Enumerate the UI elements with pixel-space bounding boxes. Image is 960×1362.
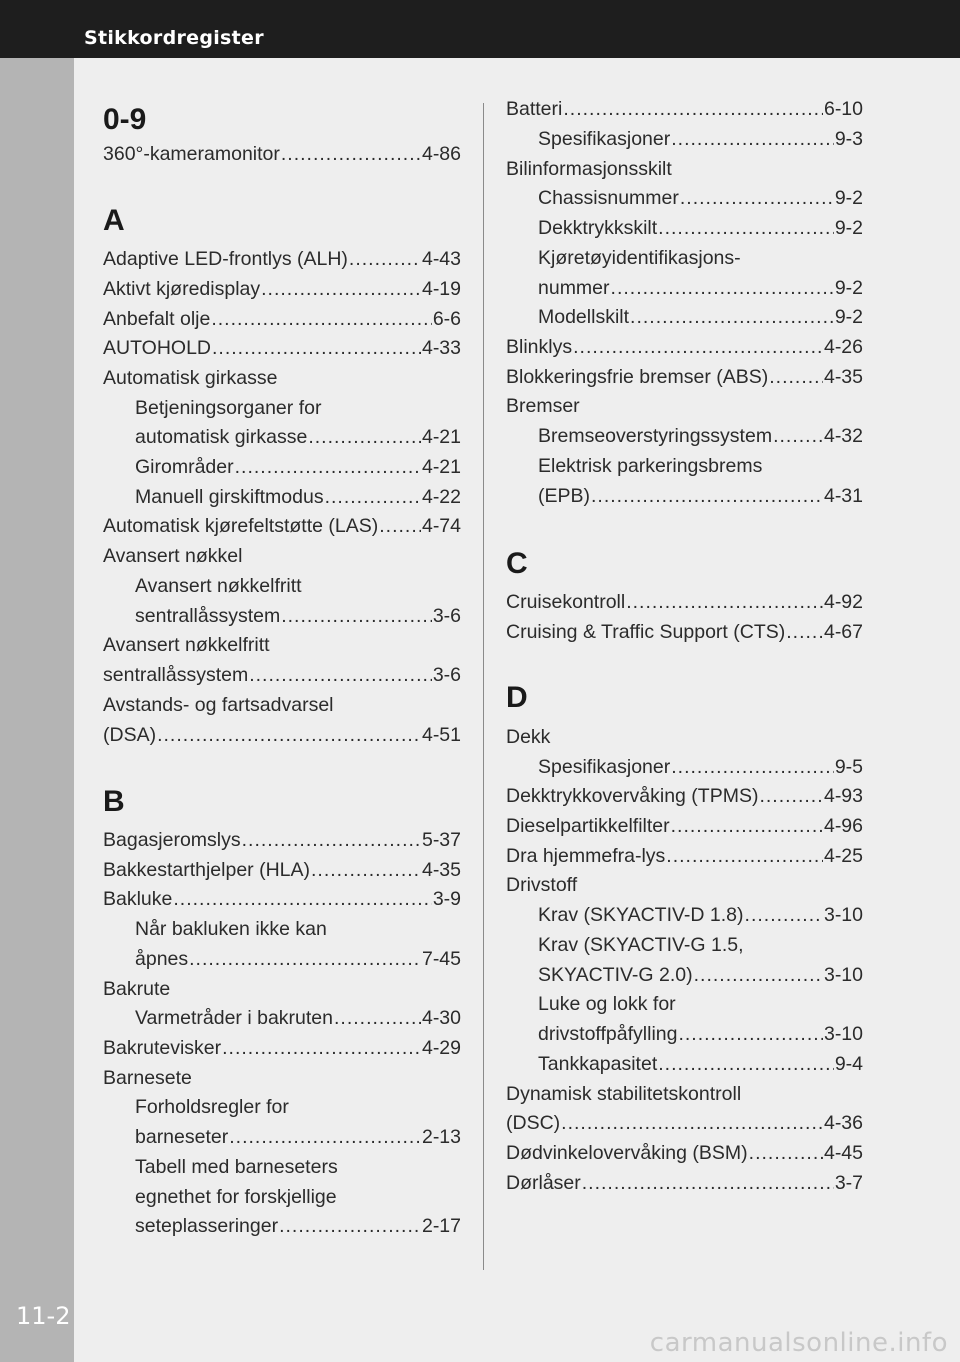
index-entry (506, 617, 863, 647)
index-entry-text: (DSC) (506, 1112, 561, 1134)
index-entry (103, 660, 461, 690)
index-entry (506, 362, 863, 392)
dot-leader (211, 304, 431, 334)
index-heading: Bakrute (103, 978, 171, 1000)
index-entry (103, 1033, 461, 1063)
dot-leader (189, 944, 421, 974)
index-heading: Når bakluken ikke kan (135, 918, 327, 940)
index-entry-page: 4-96 (823, 815, 863, 837)
index-entry-page: 3-10 (823, 1023, 863, 1045)
index-entry (103, 884, 461, 914)
watermark: carmanualsonline.info (649, 1328, 948, 1358)
index-entry-page: 3-10 (823, 904, 863, 926)
index-heading: Drivstoff (506, 874, 578, 896)
index-entry-page: 9-3 (834, 128, 863, 150)
index-heading: Bilinformasjonsskilt (506, 158, 672, 180)
index-entry-page: 6-6 (432, 308, 461, 330)
index-entry (538, 900, 863, 930)
index-entry (135, 601, 461, 631)
index-entry-page: 6-10 (823, 98, 863, 120)
index-entry (506, 1138, 863, 1168)
index-entry (538, 1049, 863, 1079)
index-heading: Luke og lokk for (538, 993, 676, 1015)
dot-leader (334, 1003, 421, 1033)
index-entry-page: 4-35 (823, 366, 863, 388)
index-entry (506, 781, 863, 811)
index-heading: Bremser (506, 395, 580, 417)
index-entry-page: 9-5 (834, 756, 863, 778)
index-entry-page: 4-92 (823, 591, 863, 613)
index-entry-text: sentrallåssystem (135, 605, 281, 627)
index-heading: egnethet for forskjellige (135, 1186, 337, 1208)
index-entry (135, 482, 461, 512)
index-entry (538, 213, 863, 243)
index-heading: Barnesete (103, 1067, 192, 1089)
index-entry (538, 273, 863, 303)
index-entry-page: 4-32 (823, 425, 863, 447)
dot-leader (561, 1108, 823, 1138)
index-entry-page: 4-35 (421, 859, 461, 881)
index-entry-page: 2-17 (421, 1215, 461, 1237)
index-section-letter: D (506, 681, 528, 714)
index-entry (506, 811, 863, 841)
index-entry-text: Krav (SKYACTIV-D 1.8) (538, 904, 744, 926)
index-entry-text: Manuell girskiftmodus (135, 486, 324, 508)
index-entry-page: 4-67 (823, 621, 863, 643)
index-entry (103, 274, 461, 304)
index-entry-page: 4-22 (421, 486, 461, 508)
dot-leader (563, 94, 823, 124)
dot-leader (773, 421, 823, 451)
index-entry-page: 3-10 (823, 964, 863, 986)
index-heading: Dynamisk stabilitetskontroll (506, 1083, 742, 1105)
index-entry-page: 4-86 (421, 143, 461, 165)
dot-leader (666, 841, 823, 871)
index-entry-text: AUTOHOLD (103, 337, 211, 359)
index-entry-text: sentrallåssystem (103, 664, 249, 686)
index-entry-text: Bakluke (103, 888, 173, 910)
index-entry-page: 4-29 (421, 1037, 461, 1059)
index-entry-page: 3-6 (432, 664, 461, 686)
index-entry (506, 587, 863, 617)
index-entry (538, 1019, 863, 1049)
index-entry (506, 1108, 863, 1138)
index-entry-page: 4-74 (421, 515, 461, 537)
dot-leader (671, 752, 834, 782)
dot-leader (759, 781, 823, 811)
index-entry (538, 752, 863, 782)
index-entry (538, 124, 863, 154)
index-entry-text: 360°-kameramonitor (103, 143, 280, 165)
index-entry (135, 452, 461, 482)
index-heading: Elektrisk parkeringsbrems (538, 455, 763, 477)
index-entry-page: 3-7 (834, 1172, 863, 1194)
dot-leader (325, 482, 421, 512)
index-section-letter: A (103, 204, 125, 237)
index-entry-text: Anbefalt olje (103, 308, 211, 330)
index-entry-text: Tankkapasitet (538, 1053, 658, 1075)
index-heading: Automatisk girkasse (103, 367, 278, 389)
index-entry (538, 481, 863, 511)
index-entry-page: 4-25 (823, 845, 863, 867)
index-entry-page: 9-2 (834, 306, 863, 328)
index-entry-text: åpnes (135, 948, 189, 970)
index-heading: Betjeningsorganer for (135, 397, 322, 419)
index-entry-page: 4-36 (823, 1112, 863, 1134)
index-entry (103, 855, 461, 885)
page-number: 11-2 (16, 1302, 71, 1330)
index-entry-text: Modellskilt (538, 306, 630, 328)
index-entry-text: Girområder (135, 456, 234, 478)
index-entry-text: Dørlåser (506, 1172, 581, 1194)
index-section-letter: 0-9 (103, 103, 147, 136)
index-entry-page: 4-26 (823, 336, 863, 358)
dot-leader (173, 884, 431, 914)
index-entry-text: Batteri (506, 98, 563, 120)
index-entry (538, 960, 863, 990)
index-entry-text: Varmetråder i bakruten (135, 1007, 333, 1029)
index-entry (103, 333, 461, 363)
dot-leader (582, 1168, 834, 1198)
index-entry-text: Dieselpartikkelfilter (506, 815, 670, 837)
index-entry-text: Bagasjeromslys (103, 829, 241, 851)
index-entry (135, 1003, 461, 1033)
dot-leader (349, 244, 421, 274)
index-entry-page: 4-19 (421, 278, 461, 300)
index-entry-page: 4-33 (421, 337, 461, 359)
dot-leader (308, 422, 421, 452)
index-entry (538, 302, 863, 332)
dot-leader (671, 124, 834, 154)
index-entry-text: Cruising & Traffic Support (CTS) (506, 621, 786, 643)
index-entry (538, 183, 863, 213)
dot-leader (311, 855, 421, 885)
index-heading: Avansert nøkkelfritt (135, 575, 302, 597)
dot-leader (769, 362, 823, 392)
index-entry-text: (EPB) (538, 485, 591, 507)
page-title: Stikkordregister (84, 27, 264, 49)
dot-leader (671, 811, 823, 841)
dot-leader (611, 273, 834, 303)
dot-leader (235, 452, 421, 482)
index-entry-page: 9-2 (834, 277, 863, 299)
index-entry-text: automatisk girkasse (135, 426, 308, 448)
index-entry (506, 1168, 863, 1198)
index-entry (506, 841, 863, 871)
index-entry-page: 2-13 (421, 1126, 461, 1148)
index-entry-page: 3-6 (432, 605, 461, 627)
index-heading: Avansert nøkkelfritt (103, 634, 270, 656)
dot-leader (658, 1049, 834, 1079)
dot-leader (678, 1019, 823, 1049)
index-entry-page: 4-51 (421, 724, 461, 746)
index-entry-page: 5-37 (421, 829, 461, 851)
column-divider (483, 103, 484, 1270)
index-entry-page: 4-45 (823, 1142, 863, 1164)
index-entry (103, 825, 461, 855)
chapter-sidebar (0, 58, 74, 1362)
dot-leader (222, 1033, 421, 1063)
index-entry-text: Spesifikasjoner (538, 756, 671, 778)
index-heading: Tabell med barneseters (135, 1156, 338, 1178)
index-entry-page: 4-43 (421, 248, 461, 270)
index-heading: Avstands- og fartsadvarsel (103, 694, 334, 716)
dot-leader (573, 332, 823, 362)
index-entry (135, 422, 461, 452)
index-entry-page: 4-21 (421, 456, 461, 478)
index-entry-text: Dekktrykkskilt (538, 217, 658, 239)
index-entry-text: (DSA) (103, 724, 157, 746)
dot-leader (281, 601, 432, 631)
index-section-letter: C (506, 547, 528, 580)
dot-leader (379, 511, 421, 541)
index-entry-page: 7-45 (421, 948, 461, 970)
index-entry (103, 304, 461, 334)
index-entry-text: Bremseoverstyringssystem (538, 425, 773, 447)
index-heading: Forholdsregler for (135, 1096, 289, 1118)
index-entry-text: barneseter (135, 1126, 229, 1148)
dot-leader (249, 660, 432, 690)
index-heading: Dekk (506, 726, 551, 748)
index-entry (506, 94, 863, 124)
dot-leader (591, 481, 823, 511)
index-entry-text: drivstoffpåfylling (538, 1023, 678, 1045)
dot-leader (680, 183, 834, 213)
dot-leader (745, 900, 823, 930)
header-bar (0, 0, 960, 58)
index-entry-page: 9-4 (834, 1053, 863, 1075)
index-entry (103, 139, 461, 169)
index-entry-text: SKYACTIV-G 2.0) (538, 964, 693, 986)
dot-leader (242, 825, 421, 855)
index-entry-page: 4-21 (421, 426, 461, 448)
index-entry-text: seteplasseringer (135, 1215, 279, 1237)
index-entry (538, 421, 863, 451)
dot-leader (786, 617, 823, 647)
index-entry-text: Blinklys (506, 336, 573, 358)
index-entry (135, 1122, 461, 1152)
index-entry (135, 1211, 461, 1241)
index-entry-page: 9-2 (834, 187, 863, 209)
index-entry-text: nummer (538, 277, 610, 299)
index-entry-page: 4-93 (823, 785, 863, 807)
index-entry (103, 720, 461, 750)
index-entry-text: Cruisekontroll (506, 591, 626, 613)
index-heading: Avansert nøkkel (103, 545, 243, 567)
dot-leader (749, 1138, 823, 1168)
index-entry-page: 4-31 (823, 485, 863, 507)
index-heading: Krav (SKYACTIV-G 1.5, (538, 934, 744, 956)
dot-leader (626, 587, 823, 617)
dot-leader (229, 1122, 421, 1152)
dot-leader (630, 302, 834, 332)
index-entry-text: Dra hjemmefra-lys (506, 845, 666, 867)
dot-leader (694, 960, 823, 990)
index-heading: Kjøretøyidentifikasjons- (538, 247, 741, 269)
index-entry-text: Blokkeringsfrie bremser (ABS) (506, 366, 769, 388)
index-entry-text: Dekktrykkovervåking (TPMS) (506, 785, 759, 807)
index-entry-page: 9-2 (834, 217, 863, 239)
dot-leader (658, 213, 834, 243)
index-entry (135, 944, 461, 974)
index-entry-text: Adaptive LED-frontlys (ALH) (103, 248, 348, 270)
index-section-letter: B (103, 785, 125, 818)
dot-leader (279, 1211, 421, 1241)
dot-leader (261, 274, 421, 304)
index-entry-text: Spesifikasjoner (538, 128, 671, 150)
index-entry-text: Bakrutevisker (103, 1037, 222, 1059)
index-entry-page: 4-30 (421, 1007, 461, 1029)
index-entry (506, 332, 863, 362)
index-entry-text: Dødvinkelovervåking (BSM) (506, 1142, 748, 1164)
index-entry-page: 3-9 (432, 888, 461, 910)
index-entry (103, 511, 461, 541)
index-entry-text: Bakkestarthjelper (HLA) (103, 859, 310, 881)
index-entry-text: Chassisnummer (538, 187, 679, 209)
index-entry (103, 244, 461, 274)
dot-leader (281, 139, 421, 169)
dot-leader (157, 720, 421, 750)
dot-leader (212, 333, 421, 363)
index-entry-text: Aktivt kjøredisplay (103, 278, 261, 300)
index-entry-text: Automatisk kjørefeltstøtte (LAS) (103, 515, 379, 537)
